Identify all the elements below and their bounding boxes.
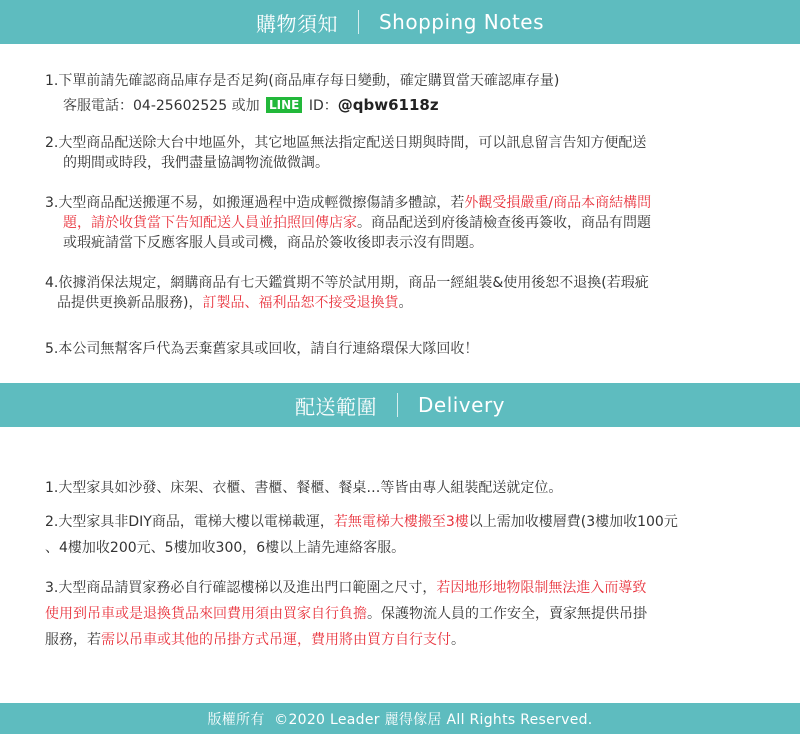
note-2-line-1 [45, 132, 646, 154]
note-text: 3.大型商品配送搬運不易，如搬運過程中造成輕微擦傷請多體諒，若 [45, 195, 465, 211]
note-3-line-1 [45, 192, 651, 214]
note-text: 的期間或時段，我們盡量協調物流做微調。 [63, 155, 329, 171]
note-1-line-2 [63, 94, 439, 117]
note-3-line-3 [63, 232, 483, 254]
delivery-2-line-1 [45, 511, 678, 533]
note-text: 1.大型家具如沙發、床架、衣櫃、書櫃、餐櫃、餐桌…等皆由專人組裝配送就定位。 [45, 480, 563, 496]
note-text: 。 [398, 295, 413, 311]
note-text: 服務，若 [45, 632, 101, 648]
delivery-header [0, 383, 800, 427]
delivery-3-line-2 [45, 603, 647, 625]
note-highlight: 題，請於收貨當下告知配送人員並拍照回傳店家 [63, 215, 357, 231]
delivery-3-line-3 [45, 629, 465, 651]
note-2-line-2 [63, 152, 329, 174]
note-highlight: 使用到吊車或是退換貨品來回費用須由買家自行負擔 [45, 606, 367, 622]
note-highlight: 訂製品、福利品恕不接受退換貨 [202, 295, 399, 311]
header-title-zh: 購物須知 [255, 11, 338, 36]
note-1-line-1 [45, 70, 559, 92]
delivery-3-line-1 [45, 577, 646, 599]
note-highlight: 若無電梯大樓搬至3樓 [333, 514, 469, 530]
line-id-value: @qbw6118z [337, 96, 439, 114]
note-text: 2.大型商品配送除大台中地區外，其它地區無法指定配送日期與時間，可以訊息留言告知方便配送 [45, 135, 647, 151]
shopping-notes-header [0, 0, 800, 44]
delivery-2-line-2 [45, 537, 405, 559]
header-divider [397, 393, 398, 417]
note-highlight: 若因地形地物限制無法進入而導致 [436, 580, 647, 596]
note-3-line-2 [63, 212, 651, 234]
note-text: 。保護物流人員的工作安全，賣家無提供吊掛 [367, 606, 647, 622]
line-id-label: ID： [308, 98, 338, 114]
header-title-zh: 配送範圍 [294, 394, 377, 419]
copyright-text: 版權所有 ©2020 Leader 麗得傢居 All Rights Reserved. [207, 711, 593, 728]
note-highlight: 需以吊車或其他的吊掛方式吊運，費用將由買方自行支付 [101, 632, 451, 648]
line-logo-badge[interactable]: LINE [266, 97, 302, 113]
note-text: 或瑕疵請當下反應客服人員或司機，商品於簽收後即表示沒有問題。 [63, 235, 483, 251]
customer-phone: 客服電話：04-25602525 或加 [63, 98, 260, 114]
note-text: 以上需加收樓層費(3樓加收100元 [468, 514, 678, 530]
note-4-line-2 [57, 292, 412, 314]
header-title-en: Shopping Notes [378, 10, 545, 34]
header-divider [358, 10, 359, 34]
note-text: 1.下單前請先確認商品庫存是否足夠(商品庫存每日變動，確定購買當天確認庫存量) [45, 73, 560, 89]
note-text: 5.本公司無幫客戶代為丟棄舊家具或回收，請自行連絡環保大隊回收！ [45, 341, 479, 357]
note-text: 3.大型商品請買家務必自行確認樓梯以及進出門口範圍之尺寸， [45, 580, 437, 596]
note-text: 品提供更換新品服務)， [57, 295, 203, 311]
note-highlight: 外觀受損嚴重/商品本商結構問 [464, 195, 652, 211]
footer-copyright [0, 703, 800, 734]
note-text: 2.大型家具非DIY商品，電梯大樓以電梯載運， [45, 514, 334, 530]
note-5-line-1 [45, 338, 478, 360]
note-text: 。商品配送到府後請檢查後再簽收，商品有問題 [357, 215, 651, 231]
delivery-1-line-1 [45, 477, 562, 499]
note-text: 、4樓加收200元、5樓加收300，6樓以上請先連絡客服。 [45, 540, 406, 556]
note-4-line-1 [45, 272, 649, 294]
note-text: 4.依據消保法規定，網購商品有七天鑑賞期不等於試用期，商品一經組裝&使用後恕不退換(若瑕疵 [45, 275, 649, 291]
note-text: 。 [451, 632, 465, 648]
header-title-en: Delivery [417, 393, 506, 417]
